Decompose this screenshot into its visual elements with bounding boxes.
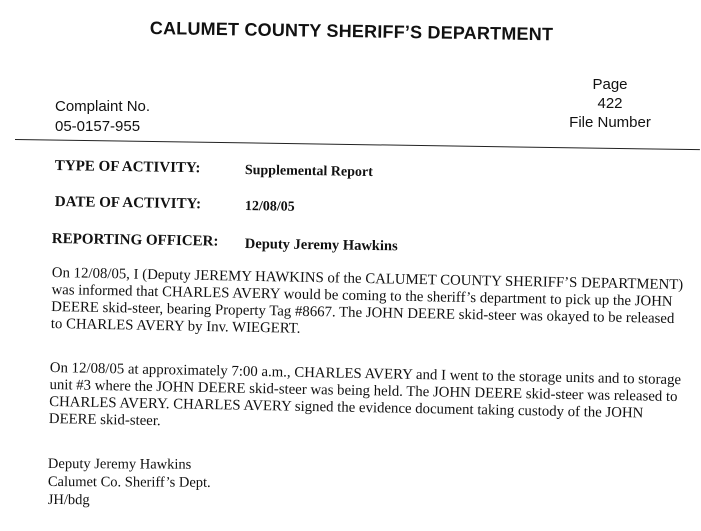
date-of-activity-label: DATE OF ACTIVITY: bbox=[54, 194, 202, 213]
signature-block bbox=[48, 455, 211, 510]
signature-name: Deputy Jeremy Hawkins bbox=[47, 456, 192, 473]
narrative-paragraph-2: On 12/08/05 at approximately 7:00 a.m., CHARLES AVERY and I went to the storage units and to storage unit #3 where the JOHN DEERE skid-steer was being held. The JOHN DEERE skid-steer was released to CHARLES AVERY. CHARLES AVERY signed the evidence document taking custody of the JOHN DEERE skid-steer. bbox=[48, 360, 682, 430]
header-divider bbox=[15, 139, 700, 150]
page-number: 422 bbox=[597, 95, 623, 112]
date-of-activity-value: 12/08/05 bbox=[244, 199, 295, 215]
department-title: CALUMET COUNTY SHERIFF’S DEPARTMENT bbox=[149, 18, 554, 45]
signature-agency: Calumet Co. Sheriff’s Dept. bbox=[47, 473, 211, 491]
type-of-activity-value: Supplemental Report bbox=[244, 163, 373, 181]
complaint-block bbox=[55, 97, 150, 137]
reporting-officer-label: REPORTING OFFICER: bbox=[51, 231, 219, 250]
narrative-paragraph-1: On 12/08/05, I (Deputy JEREMY HAWKINS of the CALUMET COUNTY SHERIFF’S DEPARTMENT) was informed that CHARLES AVERY would be coming to the sheriff’s department to pick up the JOHN DEERE skid-steer, bearing Property Tag #8667. The JOHN DEERE skid-steer was okayed to be released to CHARLES AVERY by Inv. WIEGERT. bbox=[50, 265, 684, 337]
reporting-officer-value: Deputy Jeremy Hawkins bbox=[244, 236, 398, 255]
type-of-activity-label: TYPE OF ACTIVITY: bbox=[54, 158, 201, 177]
file-number-block bbox=[560, 75, 660, 132]
file-number-label: File Number bbox=[569, 114, 651, 131]
complaint-label: Complaint No. bbox=[55, 98, 151, 115]
complaint-number: 05-0157-955 bbox=[55, 118, 141, 135]
page-label: Page bbox=[592, 76, 628, 93]
signature-initials: JH/bdg bbox=[47, 491, 90, 509]
